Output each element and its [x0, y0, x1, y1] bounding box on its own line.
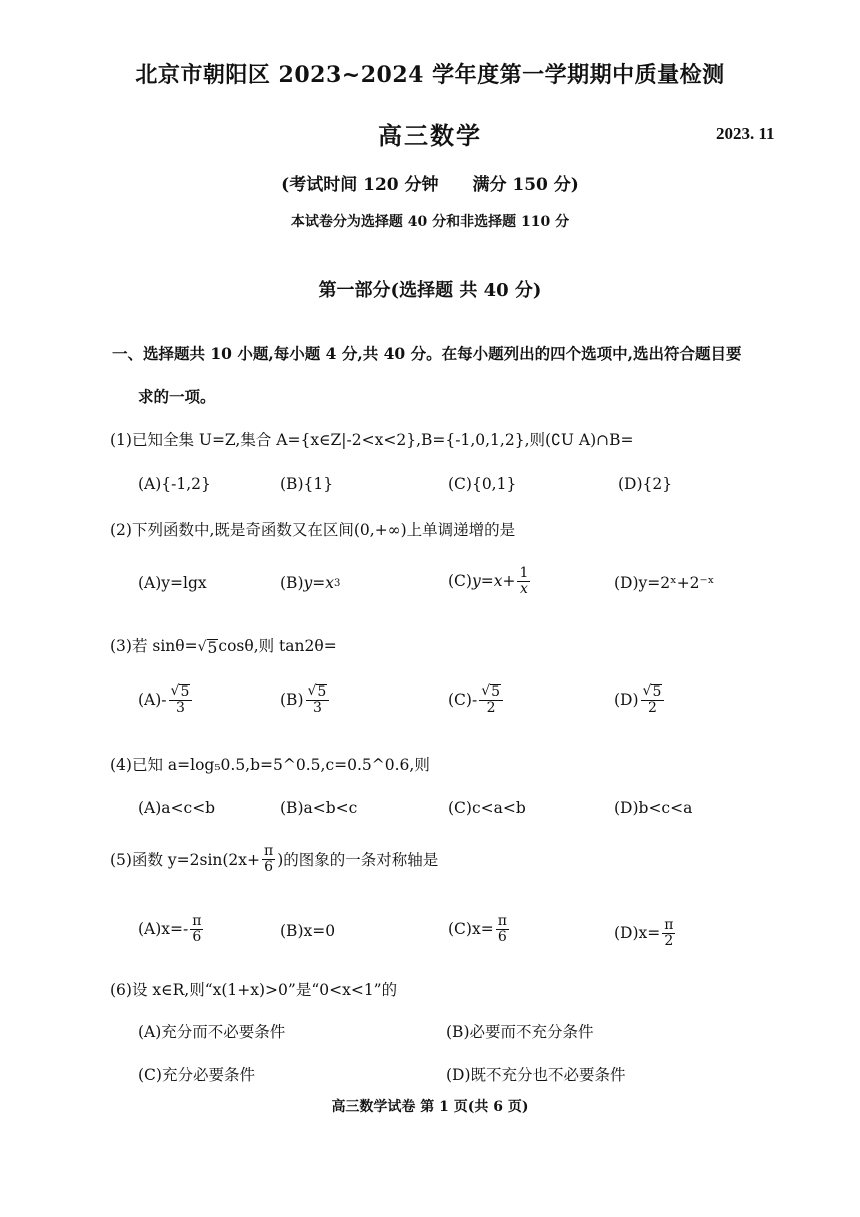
q4-option-c: (C)c<a<b — [448, 799, 526, 817]
q5-stem-fraction: $\frac{\pi}{6}$ — [264, 843, 274, 875]
question-2-stem: (2)下列函数中,既是奇函数又在区间(0,+∞)上单调递增的是 — [110, 521, 516, 539]
q3-fraction-c: √ 5 2 — [479, 684, 503, 716]
q5-fraction-a: $\frac{\pi}{6}$ — [192, 913, 202, 945]
score-note: 本试卷分为选择题 40 分和非选择题 110 分 — [290, 214, 570, 230]
q5-stem-prefix: (5)函数 y=2sin(2x+ — [110, 851, 261, 870]
q1-option-d: (D){2} — [618, 475, 673, 493]
q3-fraction-a: √ 5 3 — [169, 684, 193, 716]
question-5-stem — [110, 844, 438, 874]
q2-fraction: $\frac{1}{x}$ — [519, 565, 529, 597]
exam-title: 北京市朝阳区 2023~2024 学年度第一学期期中质量检测 — [135, 62, 725, 88]
exam-time: (考试时间 120 分钟 — [281, 175, 439, 195]
q4-option-d: (D)b<c<a — [614, 799, 693, 817]
q3-fraction-b: √ 5 3 — [306, 684, 330, 716]
q4-option-a: (A)a<c<b — [138, 799, 216, 817]
exam-info — [0, 170, 860, 195]
exam-date: 2023. 11 — [716, 124, 775, 143]
q3-option-d-label: (D) — [614, 691, 639, 710]
q1-option-a: (A){-1,2} — [138, 475, 211, 493]
q5-option-a-label: (A)x=- — [138, 920, 189, 939]
q2-option-a: (A)y=lgx — [138, 574, 207, 592]
q3-stem-suffix: cosθ,则 tan2θ= — [218, 637, 337, 655]
page-footer: 高三数学试卷 第 1 页(共 6 页) — [331, 1099, 529, 1115]
q5-option-d — [614, 918, 677, 948]
subject-title: 高三数学 — [378, 121, 482, 150]
question-6-stem: (6)设 x∈R,则“x(1+x)>0”是“0<x<1”的 — [110, 981, 398, 999]
q5-fraction-d: $\frac{\pi}{2}$ — [664, 917, 674, 949]
instruction-line-1: 一、选择题共 10 小题,每小题 4 分,共 40 分。在每小题列出的四个选项中,选出符合题目要 — [112, 344, 742, 363]
question-1-stem: (1)已知全集 U=Z,集合 A={x∈Z|-2<x<2},B={-1,0,1,2},则(∁U A)∩B= — [110, 431, 634, 449]
question-4-stem: (4)已知 a=log₅0.5,b=5^0.5,c=0.5^0.6,则 — [110, 756, 430, 774]
q5-option-a — [138, 914, 205, 944]
q3-option-b-label: (B) — [280, 691, 304, 710]
q5-option-c-label: (C)x= — [448, 920, 494, 939]
q5-option-c — [448, 914, 511, 944]
q5-fraction-c: $\frac{\pi}{6}$ — [497, 913, 507, 945]
q5-option-d-label: (D)x= — [614, 924, 661, 943]
q1-option-b: (B){1} — [280, 475, 334, 493]
q3-option-a-label: (A)- — [138, 691, 167, 710]
q2-option-b: (B) y = x 3 — [280, 574, 341, 592]
q2-option-b-label: (B) — [280, 574, 304, 592]
q2-option-d: (D)y=2ˣ+2⁻ˣ — [614, 574, 715, 592]
question-3-stem — [110, 634, 337, 657]
q6-option-c: (C)充分必要条件 — [138, 1066, 255, 1084]
q6-option-b: (B)必要而不充分条件 — [446, 1023, 594, 1041]
q1-option-c: (C){0,1} — [448, 475, 517, 493]
instruction-line-2: 求的一项。 — [138, 387, 216, 406]
part-title: 第一部分(选择题 共 40 分) — [318, 280, 542, 301]
q2-option-c-label: (C) — [448, 572, 472, 591]
q3-option-a — [138, 684, 194, 716]
q3-option-b — [280, 684, 331, 716]
q5-stem-suffix: )的图象的一条对称轴是 — [277, 851, 439, 870]
q3-option-c-label: (C)- — [448, 691, 478, 710]
q3-fraction-d: √ 5 2 — [641, 684, 665, 716]
q3-option-c — [448, 684, 505, 716]
q2-option-c: (C) y = x + $\frac{1}{x}$ — [448, 565, 529, 597]
q4-option-b: (B)a<b<c — [280, 799, 358, 817]
full-score: 满分 150 分) — [472, 175, 579, 195]
q5-option-b: (B)x=0 — [280, 922, 336, 940]
q6-option-d: (D)既不充分也不必要条件 — [446, 1066, 626, 1084]
q3-stem-prefix: (3)若 sinθ= — [110, 637, 198, 655]
q6-option-a: (A)充分而不必要条件 — [138, 1023, 286, 1041]
sqrt-5: √ 5 — [197, 639, 218, 657]
q3-option-d — [614, 684, 666, 716]
